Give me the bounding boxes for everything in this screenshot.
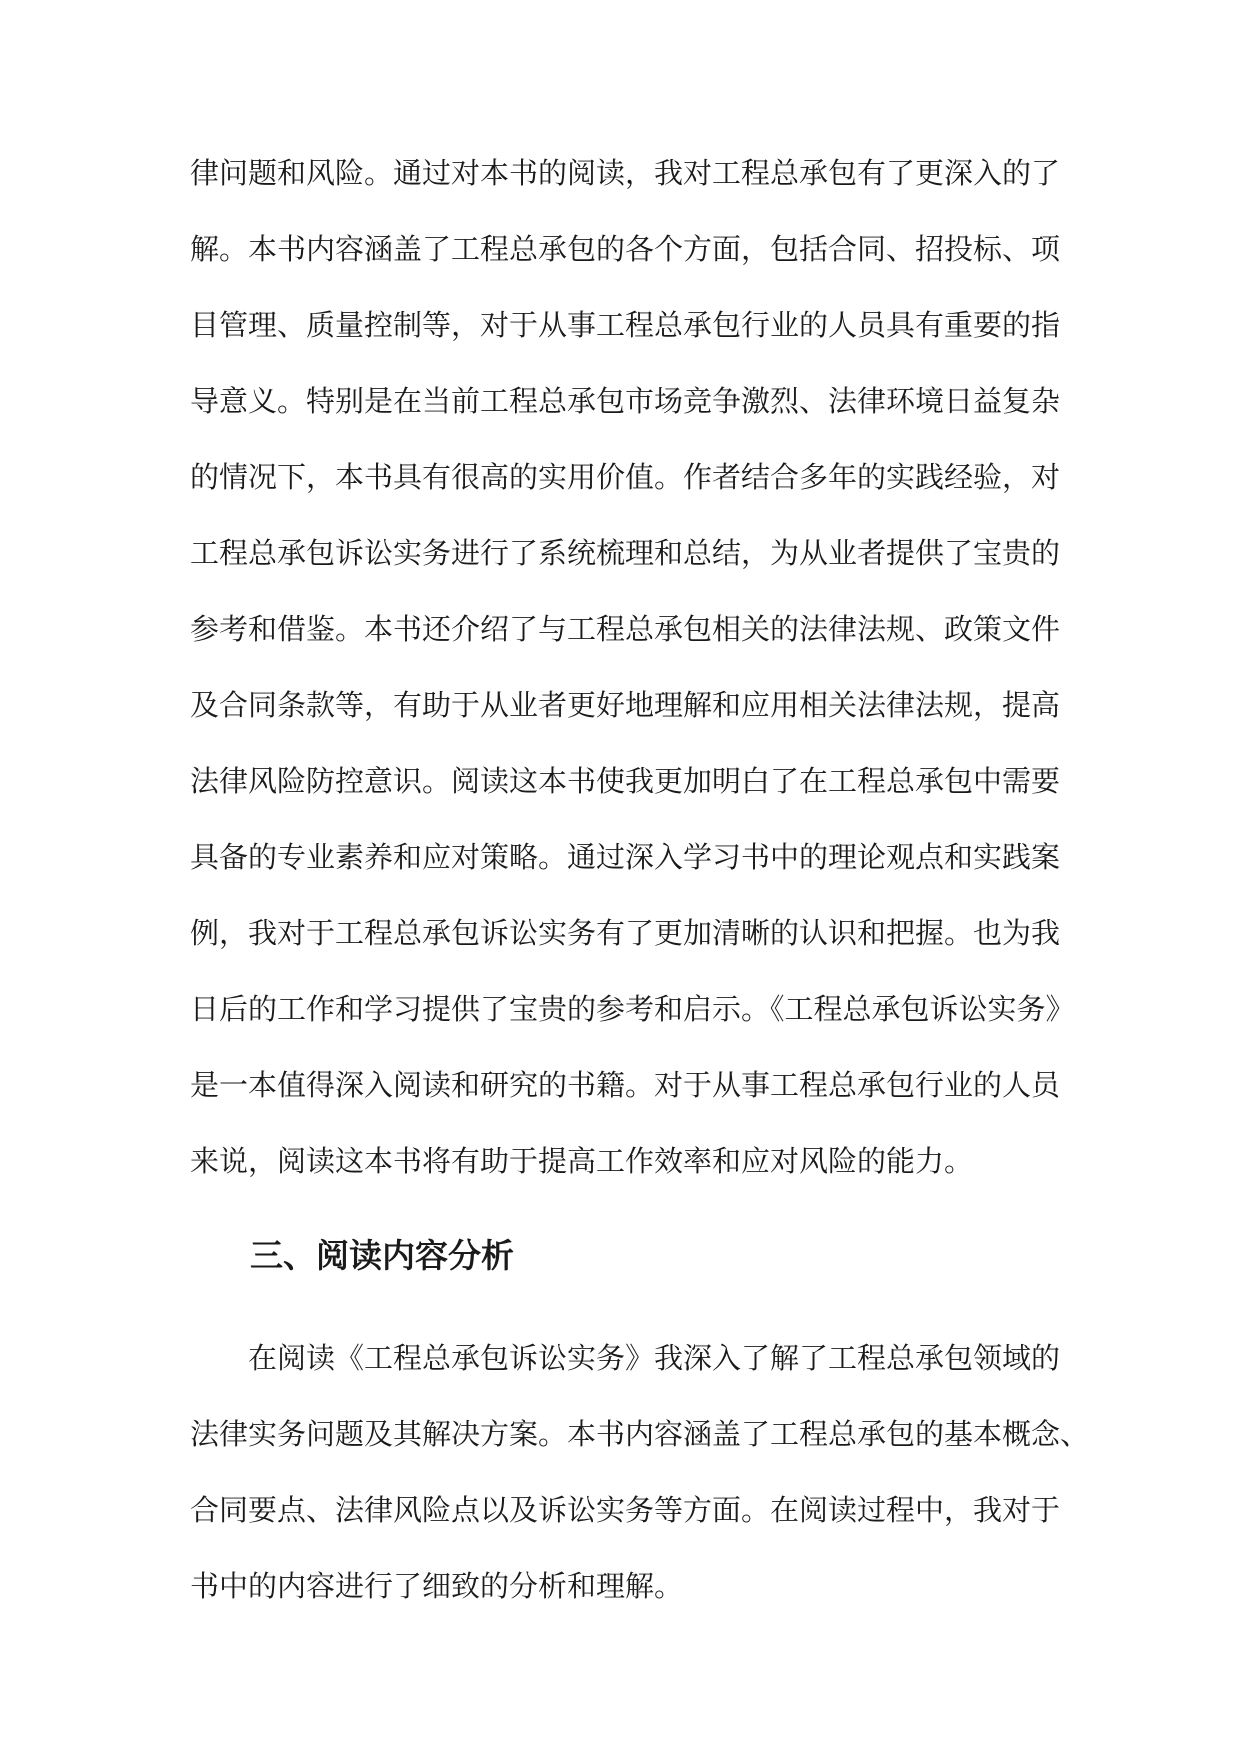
text-line: 解。本书内容涵盖了工程总承包的各个方面，包括合同、招投标、项 xyxy=(190,232,1061,266)
text-line: 参考和借鉴。本书还介绍了与工程总承包相关的法律法规、政策文件 xyxy=(190,612,1061,646)
text-line: 在阅读《工程总承包诉讼实务》我深入了解了工程总承包领域的 xyxy=(190,1341,1061,1375)
text-line: 工程总承包诉讼实务进行了系统梳理和总结，为从业者提供了宝贵的 xyxy=(190,536,1061,570)
section-heading: 三、阅读内容分析 xyxy=(250,1236,514,1275)
text-line: 日后的工作和学习提供了宝贵的参考和启示。《工程总承包诉讼实务》 xyxy=(190,992,1075,1026)
text-line: 目管理、质量控制等，对于从事工程总承包行业的人员具有重要的指 xyxy=(190,308,1061,342)
text-line: 来说，阅读这本书将有助于提高工作效率和应对风险的能力。 xyxy=(190,1144,974,1178)
text-line: 具备的专业素养和应对策略。通过深入学习书中的理论观点和实践案 xyxy=(190,840,1061,874)
text-line: 合同要点、法律风险点以及诉讼实务等方面。在阅读过程中，我对于 xyxy=(190,1493,1061,1527)
text-line: 的情况下，本书具有很高的实用价值。作者结合多年的实践经验，对 xyxy=(190,460,1061,494)
text-line: 法律风险防控意识。阅读这本书使我更加明白了在工程总承包中需要 xyxy=(190,764,1061,798)
text-line: 法律实务问题及其解决方案。本书内容涵盖了工程总承包的基本概念、 xyxy=(190,1417,1090,1451)
text-line: 例，我对于工程总承包诉讼实务有了更加清晰的认识和把握。也为我 xyxy=(190,916,1061,950)
text-line: 导意义。特别是在当前工程总承包市场竞争激烈、法律环境日益复杂 xyxy=(190,384,1061,418)
section-paragraph xyxy=(190,1320,1090,1624)
text-line: 书中的内容进行了细致的分析和理解。 xyxy=(190,1569,684,1603)
text-line: 及合同条款等，有助于从业者更好地理解和应用相关法律法规，提高 xyxy=(190,688,1061,722)
body-paragraph xyxy=(190,135,1075,1199)
text-line: 律问题和风险。通过对本书的阅读，我对工程总承包有了更深入的了 xyxy=(190,156,1061,190)
text-line: 是一本值得深入阅读和研究的书籍。对于从事工程总承包行业的人员 xyxy=(190,1068,1061,1102)
